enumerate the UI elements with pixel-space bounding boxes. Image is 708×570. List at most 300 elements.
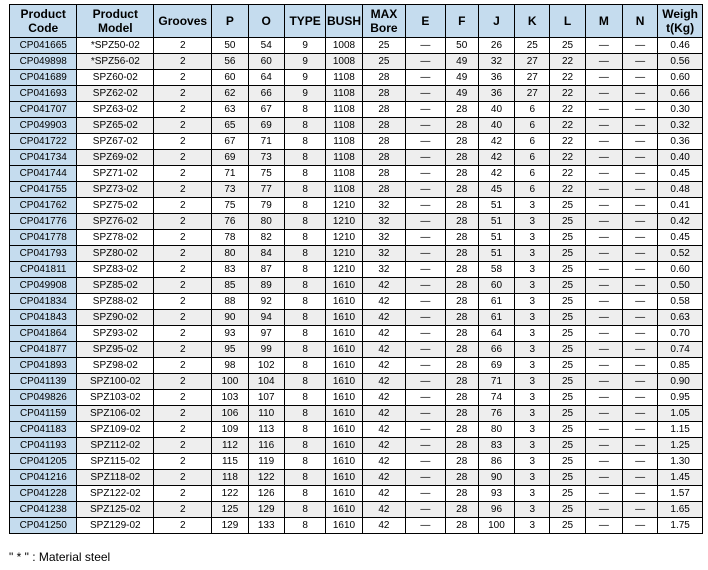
cell-e: — [406,422,445,438]
cell-l: 25 [550,230,585,246]
cell-e: — [406,102,445,118]
cell-weight: 1.57 [658,486,703,502]
cell-grooves: 2 [154,422,212,438]
cell-max-bore: 28 [362,70,406,86]
cell-n: — [623,310,658,326]
cell-p: 88 [212,294,248,310]
cell-type: 8 [284,486,325,502]
cell-j: 26 [478,38,514,54]
cell-m: — [585,118,622,134]
cell-e: — [406,86,445,102]
cell-p: 69 [212,150,248,166]
cell-j: 60 [478,278,514,294]
cell-l: 25 [550,358,585,374]
cell-product-model: SPZ109-02 [77,422,154,438]
cell-j: 61 [478,310,514,326]
cell-p: 73 [212,182,248,198]
cell-l: 22 [550,54,585,70]
cell-j: 42 [478,166,514,182]
cell-e: — [406,374,445,390]
table-row [10,118,703,134]
cell-product-code: CP041159 [10,406,77,422]
cell-product-model: SPZ63-02 [77,102,154,118]
cell-weight: 0.63 [658,310,703,326]
cell-weight: 0.74 [658,342,703,358]
cell-e: — [406,390,445,406]
cell-type: 8 [284,246,325,262]
cell-product-model: SPZ93-02 [77,326,154,342]
cell-k: 3 [515,230,550,246]
table-row [10,294,703,310]
cell-grooves: 2 [154,230,212,246]
cell-bush: 1610 [326,438,362,454]
cell-o: 84 [248,246,284,262]
cell-k: 3 [515,486,550,502]
cell-max-bore: 42 [362,310,406,326]
cell-o: 75 [248,166,284,182]
cell-product-code: CP041834 [10,294,77,310]
cell-j: 51 [478,214,514,230]
cell-e: — [406,342,445,358]
cell-j: 32 [478,54,514,70]
cell-product-code: CP041722 [10,134,77,150]
cell-product-code: CP041693 [10,86,77,102]
cell-bush: 1610 [326,278,362,294]
cell-bush: 1610 [326,454,362,470]
header-text: MAX [370,7,398,21]
table-row [10,486,703,502]
cell-k: 25 [515,38,550,54]
cell-type: 9 [284,38,325,54]
header-text: Code [28,21,59,35]
cell-bush: 1610 [326,294,362,310]
cell-p: 75 [212,198,248,214]
cell-k: 3 [515,422,550,438]
cell-p: 71 [212,166,248,182]
cell-j: 36 [478,86,514,102]
cell-j: 93 [478,486,514,502]
cell-n: — [623,134,658,150]
cell-n: — [623,246,658,262]
cell-bush: 1108 [326,166,362,182]
cell-e: — [406,406,445,422]
cell-grooves: 2 [154,374,212,390]
cell-n: — [623,70,658,86]
cell-product-model: SPZ129-02 [77,518,154,534]
cell-f: 28 [445,390,478,406]
cell-bush: 1610 [326,502,362,518]
cell-grooves: 2 [154,38,212,54]
cell-e: — [406,134,445,150]
cell-e: — [406,214,445,230]
cell-weight: 0.70 [658,326,703,342]
cell-n: — [623,230,658,246]
header-text: Product [92,7,138,21]
cell-grooves: 2 [154,102,212,118]
cell-o: 129 [248,502,284,518]
cell-o: 54 [248,38,284,54]
cell-weight: 0.66 [658,86,703,102]
cell-grooves: 2 [154,390,212,406]
cell-weight: 1.15 [658,422,703,438]
cell-bush: 1008 [326,38,362,54]
cell-e: — [406,486,445,502]
cell-l: 25 [550,214,585,230]
cell-product-model: SPZ103-02 [77,390,154,406]
cell-k: 3 [515,358,550,374]
cell-o: 64 [248,70,284,86]
cell-grooves: 2 [154,246,212,262]
cell-o: 113 [248,422,284,438]
cell-m: — [585,502,622,518]
cell-product-model: SPZ115-02 [77,454,154,470]
cell-product-code: CP041734 [10,150,77,166]
cell-product-model: SPZ83-02 [77,262,154,278]
cell-l: 25 [550,342,585,358]
cell-product-code: CP049826 [10,390,77,406]
cell-o: 126 [248,486,284,502]
cell-product-model: SPZ73-02 [77,182,154,198]
cell-e: — [406,358,445,374]
cell-e: — [406,182,445,198]
cell-l: 22 [550,70,585,86]
cell-product-model: SPZ85-02 [77,278,154,294]
cell-o: 97 [248,326,284,342]
cell-f: 28 [445,294,478,310]
header-text: Bore [370,21,398,35]
cell-m: — [585,470,622,486]
cell-j: 80 [478,422,514,438]
cell-product-model: SPZ125-02 [77,502,154,518]
cell-o: 110 [248,406,284,422]
cell-bush: 1610 [326,390,362,406]
cell-m: — [585,150,622,166]
cell-n: — [623,278,658,294]
cell-p: 56 [212,54,248,70]
cell-p: 122 [212,486,248,502]
cell-o: 92 [248,294,284,310]
cell-j: 36 [478,70,514,86]
cell-product-code: CP041216 [10,470,77,486]
cell-m: — [585,134,622,150]
cell-weight: 1.65 [658,502,703,518]
cell-type: 9 [284,86,325,102]
table-row [10,214,703,230]
cell-k: 6 [515,134,550,150]
cell-n: — [623,118,658,134]
cell-n: — [623,342,658,358]
cell-m: — [585,166,622,182]
cell-j: 83 [478,438,514,454]
cell-product-model: SPZ95-02 [77,342,154,358]
cell-bush: 1610 [326,310,362,326]
cell-bush: 1108 [326,150,362,166]
table-row [10,246,703,262]
cell-m: — [585,214,622,230]
cell-o: 89 [248,278,284,294]
cell-j: 61 [478,294,514,310]
cell-bush: 1108 [326,102,362,118]
cell-f: 28 [445,502,478,518]
cell-bush: 1610 [326,422,362,438]
cell-e: — [406,54,445,70]
cell-o: 102 [248,358,284,374]
cell-p: 63 [212,102,248,118]
cell-f: 28 [445,230,478,246]
cell-product-code: CP041689 [10,70,77,86]
cell-l: 25 [550,262,585,278]
cell-bush: 1210 [326,198,362,214]
cell-j: 69 [478,358,514,374]
header-bush: BUSH [326,5,362,38]
cell-l: 25 [550,278,585,294]
cell-k: 3 [515,406,550,422]
cell-p: 76 [212,214,248,230]
cell-product-model: SPZ88-02 [77,294,154,310]
cell-m: — [585,342,622,358]
cell-m: — [585,198,622,214]
cell-j: 40 [478,118,514,134]
cell-type: 8 [284,374,325,390]
cell-product-code: CP041238 [10,502,77,518]
cell-f: 28 [445,246,478,262]
cell-grooves: 2 [154,470,212,486]
cell-weight: 1.45 [658,470,703,486]
cell-m: — [585,486,622,502]
header-product-model [77,5,154,38]
cell-o: 69 [248,118,284,134]
cell-type: 9 [284,70,325,86]
cell-type: 8 [284,502,325,518]
cell-f: 28 [445,486,478,502]
cell-grooves: 2 [154,502,212,518]
cell-grooves: 2 [154,134,212,150]
cell-weight: 0.45 [658,166,703,182]
cell-f: 28 [445,198,478,214]
cell-m: — [585,70,622,86]
cell-l: 22 [550,118,585,134]
cell-e: — [406,518,445,534]
cell-n: — [623,102,658,118]
cell-product-code: CP041139 [10,374,77,390]
header-grooves: Grooves [154,5,212,38]
table-row [10,278,703,294]
cell-m: — [585,422,622,438]
header-o: O [248,5,284,38]
cell-grooves: 2 [154,310,212,326]
cell-f: 28 [445,214,478,230]
cell-p: 118 [212,470,248,486]
cell-max-bore: 42 [362,486,406,502]
cell-product-model: SPZ90-02 [77,310,154,326]
cell-max-bore: 32 [362,214,406,230]
cell-f: 28 [445,406,478,422]
cell-f: 28 [445,262,478,278]
table-row [10,374,703,390]
cell-product-model: *SPZ50-02 [77,38,154,54]
cell-max-bore: 28 [362,118,406,134]
cell-k: 3 [515,374,550,390]
cell-type: 8 [284,198,325,214]
table-row [10,326,703,342]
footnote: " * " : Material steel [9,550,111,564]
cell-weight: 0.50 [658,278,703,294]
cell-o: 77 [248,182,284,198]
cell-l: 22 [550,150,585,166]
cell-product-code: CP041744 [10,166,77,182]
cell-n: — [623,326,658,342]
cell-product-model: SPZ80-02 [77,246,154,262]
cell-m: — [585,230,622,246]
cell-grooves: 2 [154,406,212,422]
cell-grooves: 2 [154,166,212,182]
cell-k: 27 [515,70,550,86]
cell-k: 3 [515,326,550,342]
cell-weight: 0.41 [658,198,703,214]
cell-grooves: 2 [154,118,212,134]
cell-product-model: SPZ100-02 [77,374,154,390]
cell-k: 3 [515,310,550,326]
cell-type: 8 [284,422,325,438]
cell-n: — [623,358,658,374]
cell-p: 93 [212,326,248,342]
header-row [10,5,703,38]
cell-product-code: CP041205 [10,454,77,470]
cell-f: 28 [445,134,478,150]
cell-m: — [585,262,622,278]
cell-l: 25 [550,390,585,406]
cell-j: 58 [478,262,514,278]
cell-l: 25 [550,374,585,390]
table-row [10,102,703,118]
cell-weight: 1.25 [658,438,703,454]
cell-max-bore: 32 [362,262,406,278]
cell-m: — [585,406,622,422]
cell-e: — [406,150,445,166]
cell-f: 28 [445,278,478,294]
table-row [10,166,703,182]
cell-k: 3 [515,246,550,262]
cell-k: 6 [515,102,550,118]
cell-max-bore: 32 [362,246,406,262]
cell-max-bore: 42 [362,294,406,310]
cell-n: — [623,518,658,534]
cell-weight: 0.90 [658,374,703,390]
cell-l: 25 [550,38,585,54]
cell-e: — [406,470,445,486]
cell-product-model: SPZ75-02 [77,198,154,214]
cell-weight: 0.58 [658,294,703,310]
cell-e: — [406,438,445,454]
cell-type: 8 [284,454,325,470]
cell-p: 85 [212,278,248,294]
cell-type: 8 [284,358,325,374]
cell-l: 22 [550,86,585,102]
cell-k: 6 [515,150,550,166]
table-row [10,502,703,518]
cell-p: 67 [212,134,248,150]
table-row [10,70,703,86]
cell-max-bore: 25 [362,38,406,54]
cell-product-model: SPZ106-02 [77,406,154,422]
table-row [10,438,703,454]
cell-m: — [585,326,622,342]
table-row [10,182,703,198]
cell-type: 8 [284,166,325,182]
cell-p: 60 [212,70,248,86]
cell-o: 104 [248,374,284,390]
cell-product-code: CP041811 [10,262,77,278]
cell-j: 42 [478,134,514,150]
cell-j: 66 [478,342,514,358]
cell-grooves: 2 [154,70,212,86]
cell-product-code: CP041755 [10,182,77,198]
cell-max-bore: 28 [362,166,406,182]
cell-o: 107 [248,390,284,406]
cell-type: 8 [284,102,325,118]
cell-f: 28 [445,342,478,358]
cell-j: 90 [478,470,514,486]
cell-f: 28 [445,310,478,326]
cell-type: 8 [284,230,325,246]
cell-o: 122 [248,470,284,486]
cell-o: 99 [248,342,284,358]
header-m: M [585,5,622,38]
cell-product-code: CP041228 [10,486,77,502]
cell-o: 71 [248,134,284,150]
cell-m: — [585,358,622,374]
cell-p: 50 [212,38,248,54]
cell-m: — [585,54,622,70]
table-body [10,38,703,534]
cell-product-code: CP041665 [10,38,77,54]
cell-grooves: 2 [154,438,212,454]
cell-l: 25 [550,246,585,262]
cell-weight: 1.75 [658,518,703,534]
cell-product-model: SPZ67-02 [77,134,154,150]
table-row [10,422,703,438]
cell-n: — [623,438,658,454]
cell-product-code: CP041707 [10,102,77,118]
table-row [10,454,703,470]
cell-p: 62 [212,86,248,102]
cell-l: 22 [550,102,585,118]
cell-e: — [406,326,445,342]
cell-max-bore: 28 [362,150,406,166]
cell-l: 25 [550,310,585,326]
cell-p: 109 [212,422,248,438]
cell-e: — [406,70,445,86]
header-e: E [406,5,445,38]
header-text: t(Kg) [666,21,695,35]
cell-l: 22 [550,182,585,198]
cell-m: — [585,438,622,454]
cell-grooves: 2 [154,262,212,278]
table-row [10,406,703,422]
cell-e: — [406,310,445,326]
cell-bush: 1610 [326,406,362,422]
cell-p: 106 [212,406,248,422]
cell-m: — [585,278,622,294]
cell-o: 87 [248,262,284,278]
cell-grooves: 2 [154,454,212,470]
cell-type: 8 [284,214,325,230]
cell-m: — [585,518,622,534]
cell-p: 90 [212,310,248,326]
cell-f: 28 [445,374,478,390]
cell-weight: 0.46 [658,38,703,54]
cell-f: 28 [445,118,478,134]
